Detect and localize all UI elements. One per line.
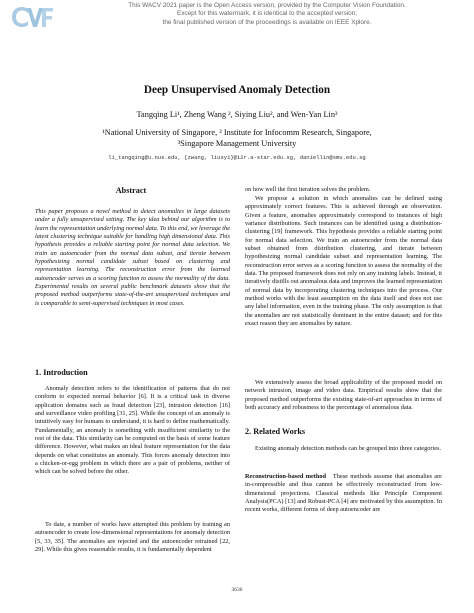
right-paragraph-solution: We propose a solution in which anomalies can be defined using approximately correct features. This is achieved through an observation. Given a feature, anomalies approximately correspond to instances of high variance distributions. Such instances can be identified using a distribution-clustering [19] framework. This hypothesis provides a reliable starting point for normal data selection. We train an autoencoder from the normal data subset obtained from distribution clustering, and iterate between hypothesizing normal candidate subset and representation learning. The reconstruction error serves as a scoring function to assess the normality of the data. The proposed framework does not rely on any training labels. Instead, it iteratively distills out anomalous data and improves the learned representation of normal data by incorporating clustering techniques into the process. Our method works with the least assumption on the data itself and does not use any label information, even in the training phase. The only assumption is that the anomalies are not statistically dominant in the entire dataset; and for this exact reason they are anomalies by nature.	[245, 195, 442, 328]
author-list: Tangqing Li¹, Zheng Wang ², Siying Liu², and Wen-Yan Lin³	[136, 110, 338, 119]
introduction-paragraph-1: Anomaly detection refers to the identification of patterns that do not conform to expected normal behavior [6]. It is a critical task in diverse application domains such as fraud detection [23], intrusion detection [16] and surveillance video profiling [31, 25]. While the concept of an anomaly is intuitively easy for humans to understand, it is hard to define mathematically. Fundamentally, an anomaly is something with insufficient similarity to the rest of the data. This similarity can be computed on the basis of some feature difference. However, what makes an ideal feature representation for the data depends on what constitutes an anomaly. This forces anomaly detection into a chicken-or-egg problem in which there are a pair of problems, neither of which can be solved before the other.	[35, 385, 230, 476]
cvf-logo	[9, 2, 55, 32]
right-paragraph-continuation: on how well the first iteration solves the problem.	[245, 186, 371, 193]
banner-line-2: Except for this watermark, it is identical to the accepted version;	[176, 10, 358, 18]
banner-line-3: the final published version of the proceedings is available on IEEE Xplore.	[162, 18, 372, 26]
introduction-paragraph-2: To date, a number of works have attempted this problem by training an autoencoder to create low-dimensional representations for anomaly detection [5, 33, 35]. The anomalies are rejected and the autoencoder retrained [22, 29]. While this gives reasonable results, it is fundamentally dependent	[35, 521, 230, 554]
affiliation-line-1: ¹National University of Singapore, ² Institute for Infocomm Research, Singapore,	[102, 128, 372, 137]
page-number: 3636	[231, 587, 243, 593]
reconstruction-method-label: Reconstruction-based method	[245, 473, 327, 480]
reconstruction-method-text: These methods assume that anomalies are in-compressible and thus cannot be effectively reconstructed from low-dimensional projections. Classical methods like Principle Component Analysis(PCA) [13] and Robust-PCA [4] are motivated by this assumption. In recent works, different forms of deep autoencoder are	[245, 473, 442, 514]
introduction-heading: 1. Introduction	[35, 368, 88, 377]
open-access-banner	[60, 2, 474, 27]
banner-line-1: This WACV 2021 paper is the Open Access version, provided by the Computer Vision Foundation.	[128, 2, 406, 9]
abstract-heading: Abstract	[115, 186, 147, 195]
abstract-text: This paper proposes a novel method to detect anomalies in large datasets under a fully unsupervised setting. The key idea behind our algorithm is to learn the representation underlying normal data. To this end, we leverage the latest clustering technique suitable for handling high dimensional data. This hypothesis provides a reliable starting point for normal data selection. We train an autoencoder from the normal data subset, and iterate between hypothesizing normal candidate subset based on clustering and representation learning. The reconstruction error from the learned autoencoder serves as a scoring function to assess the normality of the data. Experimental results on several public benchmark datasets show that the proposed method outperforms state-of-the-art unsupervised techniques and is comparable to semi-supervised techniques in most cases.	[35, 208, 231, 307]
affiliation-line-2: ³Singapore Management University	[177, 139, 297, 148]
author-emails: li_tangqing@u.nus.edu, {zwang, liusy1}@i2r.a-star.edu.sg, daniellin@smu.edu.sg	[108, 154, 366, 161]
affiliations	[0, 127, 474, 149]
related-works-heading: 2. Related Works	[245, 427, 306, 436]
right-paragraph-evaluation: We extensively assess the broad applicability of the proposed model on network intrusion, image and video data. Empirical results show that the proposed method outperforms the existing state-of-art approaches in terms of both accuracy and robustness to the percentage of anomalous data.	[245, 379, 442, 412]
related-works-intro: Existing anomaly detection methods can be grouped into three categories.	[255, 445, 442, 452]
paper-title: Deep Unsupervised Anomaly Detection	[143, 84, 331, 96]
reconstruction-paragraph	[245, 473, 442, 515]
cvf-logo-icon	[9, 2, 55, 32]
